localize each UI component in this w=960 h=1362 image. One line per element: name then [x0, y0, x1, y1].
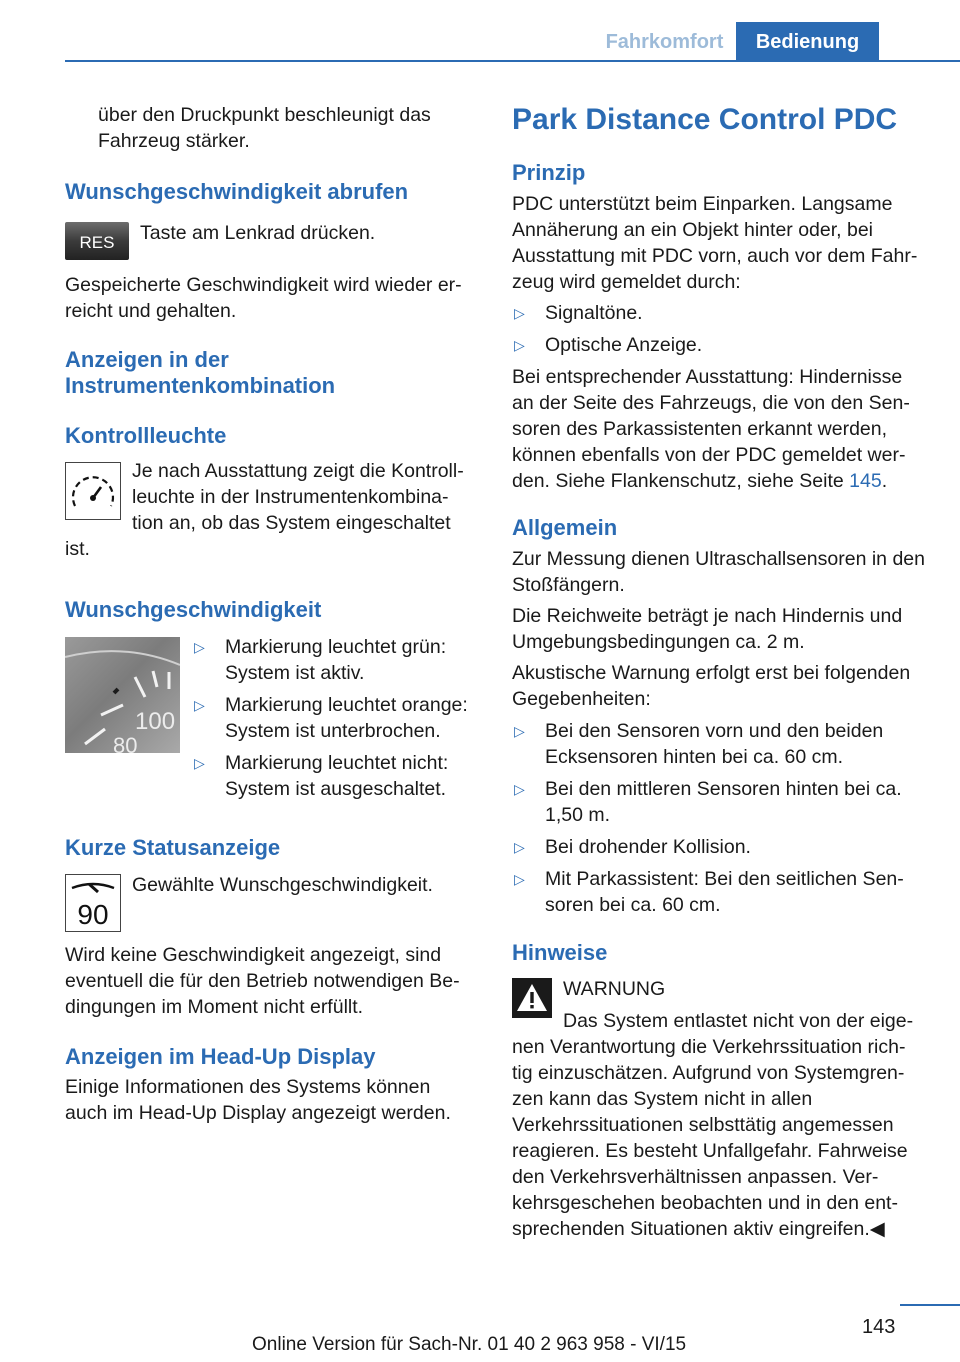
- indicator-text: Je nach Ausstattung zeigt die Kontroll‐ leuchte in der Instrumentenkombina‐ tion an, ob das System eingeschaltet: [132, 460, 464, 534]
- indicator-tail: ist.: [65, 538, 90, 560]
- triangle-bullet-icon: ▷: [514, 337, 525, 353]
- gauge-label-80: 80: [113, 733, 138, 753]
- status-icon-value: 90: [77, 899, 109, 930]
- general-text-3: Akustische Warnung erfolgt erst bei folgenden Gegebenheiten:: [512, 662, 911, 710]
- warning-first-line: Das System entlastet nicht von der eige‐: [563, 1010, 914, 1032]
- general-text-1: Zur Messung dienen Ultraschallsensoren in den Stoßfängern.: [512, 548, 925, 596]
- res-label: RES: [79, 233, 115, 252]
- heading-indicator: Kontrollleuchte: [65, 423, 227, 448]
- footer-rule: [900, 1304, 960, 1306]
- page-link-145[interactable]: 145: [849, 470, 882, 492]
- header-tab-bedienung: Bedienung: [736, 22, 879, 62]
- list-item: ▷ Mit Parkassistent: Bei den seitlichen Sen‐ soren bei ca. 60 cm.: [514, 868, 904, 916]
- list-item: ▷ Markierung leuchtet nicht: System ist ausgeschaltet.: [194, 752, 449, 800]
- principle-body: PDC unterstützt beim Einparken. Langsame Annäherung an ein Objekt hinter oder, bei Ausstattung mit PDC vorn, auch vor dem Fahr‐ zeug wird gemeldet durch:: [512, 193, 918, 293]
- triangle-bullet-icon: ▷: [514, 871, 525, 887]
- triangle-bullet-icon: ▷: [194, 639, 205, 655]
- list-item: ▷ Signaltöne.: [514, 302, 643, 324]
- warning-title: WARNUNG: [563, 978, 666, 1000]
- warning-conditions-list: [512, 718, 928, 918]
- heading-display-1: Anzeigen in der: [65, 347, 229, 372]
- intro-text: über den Druckpunkt beschleunigt das Fahrzeug stärker.: [98, 104, 431, 152]
- res-text: Taste am Lenkrad drücken.: [140, 222, 376, 244]
- heading-recall: Wunschgeschwindigkeit abrufen: [65, 179, 409, 204]
- res-button-icon: [65, 222, 129, 260]
- list-item: ▷ Markierung leuchtet orange: System ist unterbrochen.: [194, 694, 468, 742]
- list-item: ▷ Markierung leuchtet grün: System ist aktiv.: [194, 636, 447, 684]
- online-version-text: Online Version für Sach-Nr. 01 40 2 963 958 - VI/15: [252, 1334, 687, 1355]
- status-body: Wird keine Geschwindigkeit angezeigt, sind eventuell die für den Betrieb notwendigen Be‐ dingungen im Moment nicht erfüllt.: [65, 944, 460, 1018]
- hud-body: Einige Informationen des Systems können auch im Head-Up Display angezeigt werden.: [65, 1076, 451, 1124]
- warning-icon: [512, 978, 552, 1018]
- speedometer-indicator-icon: [65, 462, 121, 520]
- speed-gauge-image: [65, 637, 180, 753]
- triangle-bullet-icon: ▷: [194, 697, 205, 713]
- gauge-label-100: 100: [135, 708, 176, 735]
- heading-desired-speed: Wunschgeschwindigkeit: [65, 597, 322, 622]
- speed-status-list: [192, 634, 477, 802]
- list-item: ▷ Bei den mittleren Sensoren hinten bei ca. 1,50 m.: [514, 778, 902, 826]
- heading-notes: Hinweise: [512, 940, 608, 965]
- general-text-2: Die Reichweite beträgt je nach Hindernis und Umgebungsbedingungen ca. 2 m.: [512, 605, 903, 653]
- heading-general: Allgemein: [512, 515, 618, 540]
- status-text: Gewählte Wunschgeschwindigkeit.: [132, 874, 433, 896]
- header-rule: [65, 60, 960, 62]
- list-item: ▷ Bei den Sensoren vorn und den beiden Ecksensoren hinten bei ca. 60 cm.: [514, 720, 884, 768]
- heading-status: Kurze Statusanzeige: [65, 835, 281, 860]
- warning-body: nen Verantwortung die Verkehrssituation rich‐ tig einzuschätzen. Aufgrund von Systemgren‐ zen kann das System nicht in allen Verkehrssituationen selbsttätig angemessen reagieren. Es besteht Unfallgefahr. Fahrweise den Verkehrsverhältnissen anpassen. Ver‐ kehrsgeschehen beobachten und in den ent‐ sprechenden Situationen aktiv eingreifen.◀: [512, 1036, 908, 1240]
- heading-principle: Prinzip: [512, 160, 586, 185]
- page-number: 143: [862, 1316, 896, 1338]
- list-item: ▷ Bei drohender Kollision.: [514, 836, 751, 858]
- recall-body: Gespeicherte Geschwindigkeit wird wieder er‐ reicht und gehalten.: [65, 274, 462, 322]
- triangle-bullet-icon: ▷: [514, 781, 525, 797]
- heading-hud: Anzeigen im Head-Up Display: [65, 1044, 376, 1069]
- triangle-bullet-icon: ▷: [514, 839, 525, 855]
- triangle-bullet-icon: ▷: [514, 723, 525, 739]
- page-header: [593, 22, 879, 62]
- principle-list: [512, 300, 928, 358]
- heading-pdc: Park Distance Control PDC: [512, 103, 898, 136]
- status-speed-icon: [65, 874, 121, 932]
- equipment-body: Bei entsprechender Ausstattung: Hindernisse an der Seite des Fahrzeugs, die von den Sen‐ soren des Parkassistenten erkannt werden, können ebenfalls von der PDC gemeldet wer‐ den. Siehe Flankenschutz, siehe Seite 145.: [512, 366, 910, 492]
- heading-display-2: Instrumentenkombination: [65, 373, 336, 398]
- triangle-bullet-icon: ▷: [194, 755, 205, 771]
- header-tab-fahrkomfort: Fahrkomfort: [593, 22, 736, 62]
- list-item: ▷ Optische Anzeige.: [514, 334, 703, 356]
- triangle-bullet-icon: ▷: [514, 305, 525, 321]
